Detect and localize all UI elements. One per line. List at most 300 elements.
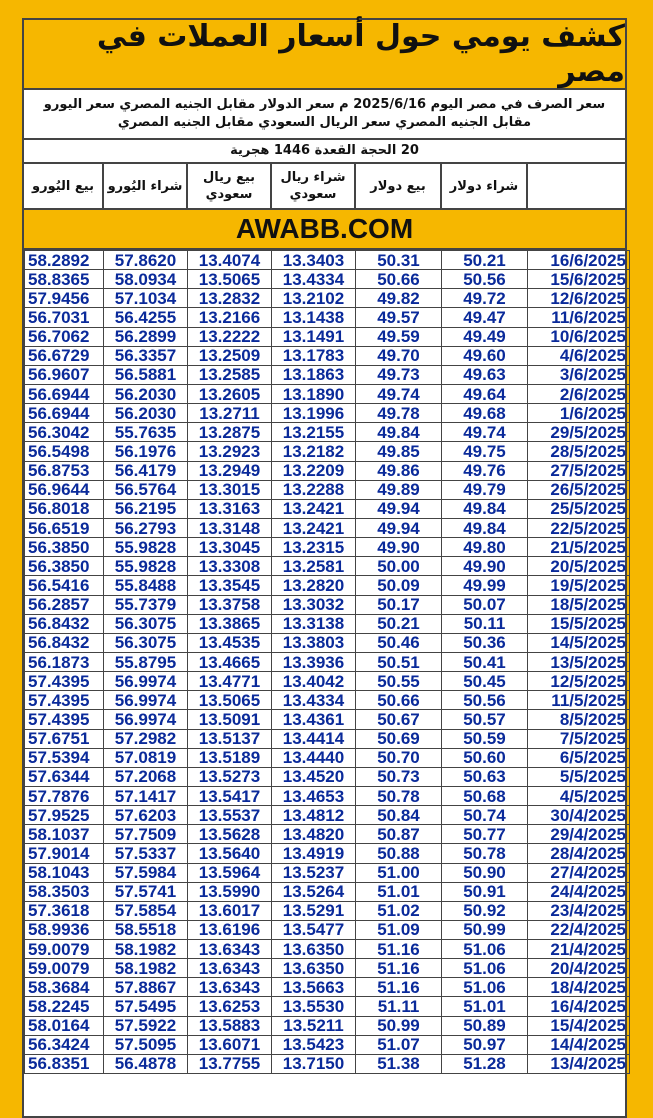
eur-buy-cell: 56.4878	[104, 1054, 188, 1073]
usd-sell-cell: 49.84	[356, 423, 442, 442]
header-usd-sell: بيع دولار	[355, 164, 441, 208]
eur-sell-cell: 58.0164	[25, 1016, 104, 1035]
date-cell: 14/5/2025	[528, 633, 630, 652]
eur-sell-cell: 59.0079	[25, 940, 104, 959]
usd-buy-cell: 50.99	[442, 920, 528, 939]
date-cell: 23/4/2025	[528, 901, 630, 920]
sar-buy-cell: 13.5530	[272, 997, 356, 1016]
eur-sell-cell: 57.4395	[25, 672, 104, 691]
eur-buy-cell: 58.5518	[104, 920, 188, 939]
eur-buy-cell: 56.9974	[104, 672, 188, 691]
description: سعر الصرف في مصر اليوم 2025/6/16 م سعر الدولار مقابل الجنيه المصري سعر اليورو مقابل الجنيه المصري سعر الريال السعودي مقابل الجنيه المصري	[24, 90, 625, 140]
table-row	[25, 499, 630, 518]
usd-buy-cell: 49.72	[442, 289, 528, 308]
sar-buy-cell: 13.3803	[272, 633, 356, 652]
sar-buy-cell: 13.6350	[272, 959, 356, 978]
sar-buy-cell: 13.3936	[272, 652, 356, 671]
date-cell: 1/6/2025	[528, 404, 630, 423]
eur-sell-cell: 56.7062	[25, 327, 104, 346]
usd-buy-cell: 50.21	[442, 251, 528, 270]
eur-sell-cell: 56.9607	[25, 365, 104, 384]
sar-sell-cell: 13.2923	[188, 442, 272, 461]
sar-buy-cell: 13.5264	[272, 882, 356, 901]
table-row	[25, 729, 630, 748]
table-row	[25, 251, 630, 270]
eur-sell-cell: 56.6519	[25, 518, 104, 537]
table-row	[25, 384, 630, 403]
usd-buy-cell: 50.60	[442, 748, 528, 767]
date-cell: 14/4/2025	[528, 1035, 630, 1054]
sar-buy-cell: 13.5663	[272, 978, 356, 997]
usd-buy-cell: 50.56	[442, 270, 528, 289]
eur-sell-cell: 56.8753	[25, 461, 104, 480]
usd-sell-cell: 51.16	[356, 978, 442, 997]
usd-buy-cell: 49.49	[442, 327, 528, 346]
sar-buy-cell: 13.2315	[272, 538, 356, 557]
sar-buy-cell: 13.4440	[272, 748, 356, 767]
date-cell: 28/4/2025	[528, 844, 630, 863]
eur-buy-cell: 56.3357	[104, 346, 188, 365]
date-cell: 8/5/2025	[528, 710, 630, 729]
table-row	[25, 844, 630, 863]
sar-buy-cell: 13.5237	[272, 863, 356, 882]
sar-sell-cell: 13.2509	[188, 346, 272, 365]
sar-sell-cell: 13.5065	[188, 270, 272, 289]
date-cell: 11/5/2025	[528, 691, 630, 710]
eur-buy-cell: 57.5854	[104, 901, 188, 920]
usd-buy-cell: 50.91	[442, 882, 528, 901]
sar-buy-cell: 13.2421	[272, 499, 356, 518]
eur-sell-cell: 56.6944	[25, 404, 104, 423]
usd-buy-cell: 49.47	[442, 308, 528, 327]
table-row	[25, 863, 630, 882]
table-row	[25, 365, 630, 384]
eur-buy-cell: 57.5922	[104, 1016, 188, 1035]
header-usd-buy: شراء دولار	[441, 164, 527, 208]
date-cell: 18/4/2025	[528, 978, 630, 997]
usd-buy-cell: 50.63	[442, 767, 528, 786]
date-cell: 16/4/2025	[528, 997, 630, 1016]
eur-sell-cell: 56.5416	[25, 576, 104, 595]
eur-buy-cell: 56.2195	[104, 499, 188, 518]
sar-sell-cell: 13.6196	[188, 920, 272, 939]
eur-sell-cell: 56.3850	[25, 538, 104, 557]
usd-sell-cell: 50.21	[356, 614, 442, 633]
usd-buy-cell: 50.89	[442, 1016, 528, 1035]
header-date	[527, 164, 629, 208]
sar-buy-cell: 13.4812	[272, 806, 356, 825]
sar-sell-cell: 13.6343	[188, 978, 272, 997]
eur-sell-cell: 56.5498	[25, 442, 104, 461]
eur-buy-cell: 57.1417	[104, 786, 188, 805]
usd-buy-cell: 50.97	[442, 1035, 528, 1054]
eur-buy-cell: 55.8795	[104, 652, 188, 671]
usd-buy-cell: 50.68	[442, 786, 528, 805]
sar-buy-cell: 13.2209	[272, 461, 356, 480]
usd-sell-cell: 51.11	[356, 997, 442, 1016]
table-row	[25, 270, 630, 289]
date-cell: 30/4/2025	[528, 806, 630, 825]
table-row	[25, 404, 630, 423]
usd-sell-cell: 49.70	[356, 346, 442, 365]
sar-buy-cell: 13.4334	[272, 691, 356, 710]
date-cell: 4/6/2025	[528, 346, 630, 365]
table-row	[25, 595, 630, 614]
table-row	[25, 767, 630, 786]
eur-sell-cell: 58.2245	[25, 997, 104, 1016]
usd-sell-cell: 49.86	[356, 461, 442, 480]
usd-buy-cell: 49.76	[442, 461, 528, 480]
table-row	[25, 825, 630, 844]
table-row	[25, 346, 630, 365]
sar-sell-cell: 13.2875	[188, 423, 272, 442]
usd-sell-cell: 50.69	[356, 729, 442, 748]
eur-buy-cell: 56.3075	[104, 633, 188, 652]
usd-buy-cell: 49.75	[442, 442, 528, 461]
usd-sell-cell: 51.00	[356, 863, 442, 882]
eur-buy-cell: 58.0934	[104, 270, 188, 289]
date-cell: 15/6/2025	[528, 270, 630, 289]
eur-buy-cell: 57.5984	[104, 863, 188, 882]
eur-buy-cell: 57.6203	[104, 806, 188, 825]
table-row	[25, 480, 630, 499]
eur-buy-cell: 55.9828	[104, 538, 188, 557]
table-row	[25, 882, 630, 901]
sar-buy-cell: 13.1491	[272, 327, 356, 346]
date-cell: 29/5/2025	[528, 423, 630, 442]
usd-buy-cell: 49.80	[442, 538, 528, 557]
sar-sell-cell: 13.4771	[188, 672, 272, 691]
exchange-rate-sheet	[22, 18, 627, 1118]
usd-buy-cell: 50.11	[442, 614, 528, 633]
eur-buy-cell: 56.2030	[104, 384, 188, 403]
table-row	[25, 557, 630, 576]
sar-buy-cell: 13.5423	[272, 1035, 356, 1054]
eur-sell-cell: 56.3850	[25, 557, 104, 576]
date-cell: 21/4/2025	[528, 940, 630, 959]
sar-sell-cell: 13.5990	[188, 882, 272, 901]
eur-buy-cell: 57.5495	[104, 997, 188, 1016]
sar-buy-cell: 13.5291	[272, 901, 356, 920]
table-row	[25, 423, 630, 442]
hijri-date: 20 الحجة القعدة 1446 هجرية	[24, 140, 625, 164]
eur-sell-cell: 56.3042	[25, 423, 104, 442]
eur-buy-cell: 56.2030	[104, 404, 188, 423]
table-row	[25, 1016, 630, 1035]
date-cell: 10/6/2025	[528, 327, 630, 346]
sar-sell-cell: 13.5137	[188, 729, 272, 748]
usd-sell-cell: 50.17	[356, 595, 442, 614]
header-sar-buy: شراء ريال سعودي	[271, 164, 355, 208]
eur-buy-cell: 56.9974	[104, 710, 188, 729]
usd-sell-cell: 50.46	[356, 633, 442, 652]
usd-sell-cell: 51.01	[356, 882, 442, 901]
eur-buy-cell: 56.5764	[104, 480, 188, 499]
usd-buy-cell: 50.90	[442, 863, 528, 882]
table-row	[25, 461, 630, 480]
eur-sell-cell: 57.4395	[25, 691, 104, 710]
usd-buy-cell: 51.06	[442, 978, 528, 997]
sar-sell-cell: 13.2222	[188, 327, 272, 346]
table-header	[24, 164, 625, 210]
table-row	[25, 518, 630, 537]
eur-buy-cell: 56.5881	[104, 365, 188, 384]
usd-buy-cell: 49.64	[442, 384, 528, 403]
usd-buy-cell: 50.78	[442, 844, 528, 863]
date-cell: 20/4/2025	[528, 959, 630, 978]
sar-sell-cell: 13.6343	[188, 959, 272, 978]
eur-sell-cell: 58.8365	[25, 270, 104, 289]
sar-buy-cell: 13.4820	[272, 825, 356, 844]
usd-buy-cell: 49.84	[442, 499, 528, 518]
usd-sell-cell: 49.94	[356, 499, 442, 518]
eur-sell-cell: 57.9456	[25, 289, 104, 308]
eur-sell-cell: 56.8018	[25, 499, 104, 518]
date-cell: 22/5/2025	[528, 518, 630, 537]
usd-sell-cell: 50.87	[356, 825, 442, 844]
eur-buy-cell: 57.7509	[104, 825, 188, 844]
eur-sell-cell: 57.3618	[25, 901, 104, 920]
sar-buy-cell: 13.5211	[272, 1016, 356, 1035]
eur-sell-cell: 56.6944	[25, 384, 104, 403]
sar-buy-cell: 13.1890	[272, 384, 356, 403]
eur-sell-cell: 58.1043	[25, 863, 104, 882]
eur-sell-cell: 56.7031	[25, 308, 104, 327]
sar-buy-cell: 13.1783	[272, 346, 356, 365]
table-row	[25, 652, 630, 671]
date-cell: 13/4/2025	[528, 1054, 630, 1073]
table-row	[25, 786, 630, 805]
usd-sell-cell: 50.73	[356, 767, 442, 786]
date-cell: 29/4/2025	[528, 825, 630, 844]
sar-sell-cell: 13.5417	[188, 786, 272, 805]
date-cell: 26/5/2025	[528, 480, 630, 499]
sar-buy-cell: 13.3403	[272, 251, 356, 270]
usd-sell-cell: 51.07	[356, 1035, 442, 1054]
usd-sell-cell: 49.85	[356, 442, 442, 461]
table-row	[25, 614, 630, 633]
usd-sell-cell: 49.59	[356, 327, 442, 346]
eur-buy-cell: 55.9828	[104, 557, 188, 576]
header-eur-sell: بيع اليُورو	[32, 178, 94, 194]
sar-sell-cell: 13.5640	[188, 844, 272, 863]
sar-sell-cell: 13.5189	[188, 748, 272, 767]
usd-buy-cell: 50.36	[442, 633, 528, 652]
header-eur-buy: شراء اليُورو	[103, 164, 187, 208]
usd-buy-cell: 49.90	[442, 557, 528, 576]
usd-buy-cell: 50.74	[442, 806, 528, 825]
usd-sell-cell: 50.00	[356, 557, 442, 576]
usd-buy-cell: 49.63	[442, 365, 528, 384]
usd-buy-cell: 51.28	[442, 1054, 528, 1073]
date-cell: 18/5/2025	[528, 595, 630, 614]
sar-buy-cell: 13.2288	[272, 480, 356, 499]
eur-sell-cell: 58.9936	[25, 920, 104, 939]
table-row	[25, 289, 630, 308]
date-cell: 15/4/2025	[528, 1016, 630, 1035]
usd-sell-cell: 49.73	[356, 365, 442, 384]
sar-buy-cell: 13.2102	[272, 289, 356, 308]
eur-buy-cell: 57.2068	[104, 767, 188, 786]
header-sar-sell: بيع ريال سعودي	[187, 164, 271, 208]
usd-sell-cell: 50.88	[356, 844, 442, 863]
date-cell: 12/6/2025	[528, 289, 630, 308]
sar-buy-cell: 13.4334	[272, 270, 356, 289]
usd-buy-cell: 50.77	[442, 825, 528, 844]
rates-table	[24, 250, 630, 1074]
sar-sell-cell: 13.3758	[188, 595, 272, 614]
usd-buy-cell: 50.92	[442, 901, 528, 920]
date-cell: 12/5/2025	[528, 672, 630, 691]
usd-sell-cell: 49.90	[356, 538, 442, 557]
usd-sell-cell: 49.89	[356, 480, 442, 499]
eur-sell-cell: 56.3424	[25, 1035, 104, 1054]
eur-sell-cell: 56.8432	[25, 614, 104, 633]
sar-buy-cell: 13.6350	[272, 940, 356, 959]
usd-buy-cell: 49.74	[442, 423, 528, 442]
usd-buy-cell: 50.59	[442, 729, 528, 748]
eur-buy-cell: 57.0819	[104, 748, 188, 767]
eur-sell-cell: 56.8351	[25, 1054, 104, 1073]
sar-buy-cell: 13.4414	[272, 729, 356, 748]
table-row	[25, 633, 630, 652]
eur-buy-cell: 58.1982	[104, 940, 188, 959]
sar-buy-cell: 13.4361	[272, 710, 356, 729]
sar-buy-cell: 13.1863	[272, 365, 356, 384]
sar-sell-cell: 13.2585	[188, 365, 272, 384]
date-cell: 19/5/2025	[528, 576, 630, 595]
date-cell: 4/5/2025	[528, 786, 630, 805]
eur-sell-cell: 58.3503	[25, 882, 104, 901]
sar-sell-cell: 13.6343	[188, 940, 272, 959]
eur-sell-cell: 57.4395	[25, 710, 104, 729]
eur-sell-cell: 58.1037	[25, 825, 104, 844]
usd-sell-cell: 51.16	[356, 959, 442, 978]
eur-buy-cell: 57.5337	[104, 844, 188, 863]
sar-sell-cell: 13.2949	[188, 461, 272, 480]
eur-sell-cell: 56.6729	[25, 346, 104, 365]
date-cell: 6/5/2025	[528, 748, 630, 767]
sar-sell-cell: 13.6253	[188, 997, 272, 1016]
sar-sell-cell: 13.3148	[188, 518, 272, 537]
eur-buy-cell: 56.1976	[104, 442, 188, 461]
usd-buy-cell: 51.06	[442, 940, 528, 959]
usd-sell-cell: 51.16	[356, 940, 442, 959]
table-row	[25, 997, 630, 1016]
usd-sell-cell: 49.57	[356, 308, 442, 327]
usd-sell-cell: 49.82	[356, 289, 442, 308]
eur-sell-cell: 56.8432	[25, 633, 104, 652]
usd-sell-cell: 51.38	[356, 1054, 442, 1073]
sar-sell-cell: 13.4074	[188, 251, 272, 270]
brand-banner: AWABB.COM	[24, 210, 625, 250]
sar-sell-cell: 13.5537	[188, 806, 272, 825]
usd-sell-cell: 51.02	[356, 901, 442, 920]
sar-sell-cell: 13.4535	[188, 633, 272, 652]
sar-buy-cell: 13.2820	[272, 576, 356, 595]
eur-buy-cell: 57.8620	[104, 251, 188, 270]
sar-sell-cell: 13.6017	[188, 901, 272, 920]
eur-buy-cell: 55.8488	[104, 576, 188, 595]
sar-buy-cell: 13.2581	[272, 557, 356, 576]
date-cell: 16/6/2025	[528, 251, 630, 270]
table-row	[25, 710, 630, 729]
usd-sell-cell: 51.09	[356, 920, 442, 939]
eur-sell-cell: 56.1873	[25, 652, 104, 671]
usd-sell-cell: 50.84	[356, 806, 442, 825]
sar-sell-cell: 13.3865	[188, 614, 272, 633]
eur-buy-cell: 56.4255	[104, 308, 188, 327]
sar-sell-cell: 13.5628	[188, 825, 272, 844]
sar-sell-cell: 13.3163	[188, 499, 272, 518]
eur-sell-cell: 57.9525	[25, 806, 104, 825]
usd-sell-cell: 50.55	[356, 672, 442, 691]
usd-buy-cell: 50.57	[442, 710, 528, 729]
usd-buy-cell: 49.99	[442, 576, 528, 595]
usd-buy-cell: 51.01	[442, 997, 528, 1016]
eur-sell-cell: 57.6751	[25, 729, 104, 748]
usd-sell-cell: 49.78	[356, 404, 442, 423]
sar-buy-cell: 13.4520	[272, 767, 356, 786]
usd-buy-cell: 50.41	[442, 652, 528, 671]
eur-sell-cell: 58.3684	[25, 978, 104, 997]
sar-buy-cell: 13.4042	[272, 672, 356, 691]
sar-sell-cell: 13.3045	[188, 538, 272, 557]
eur-sell-cell: 57.9014	[25, 844, 104, 863]
date-cell: 28/5/2025	[528, 442, 630, 461]
usd-sell-cell: 50.78	[356, 786, 442, 805]
eur-sell-cell: 57.5394	[25, 748, 104, 767]
sar-sell-cell: 13.3308	[188, 557, 272, 576]
eur-buy-cell: 55.7379	[104, 595, 188, 614]
eur-sell-cell: 56.9644	[25, 480, 104, 499]
table-row	[25, 901, 630, 920]
eur-buy-cell: 57.8867	[104, 978, 188, 997]
sar-buy-cell: 13.7150	[272, 1054, 356, 1073]
usd-sell-cell: 49.74	[356, 384, 442, 403]
usd-sell-cell: 50.66	[356, 270, 442, 289]
sar-sell-cell: 13.7755	[188, 1054, 272, 1073]
date-cell: 20/5/2025	[528, 557, 630, 576]
eur-buy-cell: 56.4179	[104, 461, 188, 480]
eur-sell-cell: 57.6344	[25, 767, 104, 786]
sar-buy-cell: 13.3138	[272, 614, 356, 633]
eur-buy-cell: 57.5095	[104, 1035, 188, 1054]
table-row	[25, 1054, 630, 1073]
table-row	[25, 538, 630, 557]
date-cell: 21/5/2025	[528, 538, 630, 557]
sar-buy-cell: 13.2421	[272, 518, 356, 537]
date-cell: 24/4/2025	[528, 882, 630, 901]
date-cell: 13/5/2025	[528, 652, 630, 671]
table-row	[25, 920, 630, 939]
usd-buy-cell: 50.56	[442, 691, 528, 710]
eur-buy-cell: 56.2899	[104, 327, 188, 346]
eur-sell-cell: 58.2892	[25, 251, 104, 270]
date-cell: 22/4/2025	[528, 920, 630, 939]
sar-buy-cell: 13.3032	[272, 595, 356, 614]
sar-buy-cell: 13.2182	[272, 442, 356, 461]
sar-buy-cell: 13.4919	[272, 844, 356, 863]
eur-sell-cell: 57.7876	[25, 786, 104, 805]
usd-buy-cell: 49.68	[442, 404, 528, 423]
sar-sell-cell: 13.2832	[188, 289, 272, 308]
date-cell: 2/6/2025	[528, 384, 630, 403]
eur-sell-cell: 59.0079	[25, 959, 104, 978]
usd-sell-cell: 50.67	[356, 710, 442, 729]
eur-buy-cell: 55.7635	[104, 423, 188, 442]
sar-buy-cell: 13.1438	[272, 308, 356, 327]
